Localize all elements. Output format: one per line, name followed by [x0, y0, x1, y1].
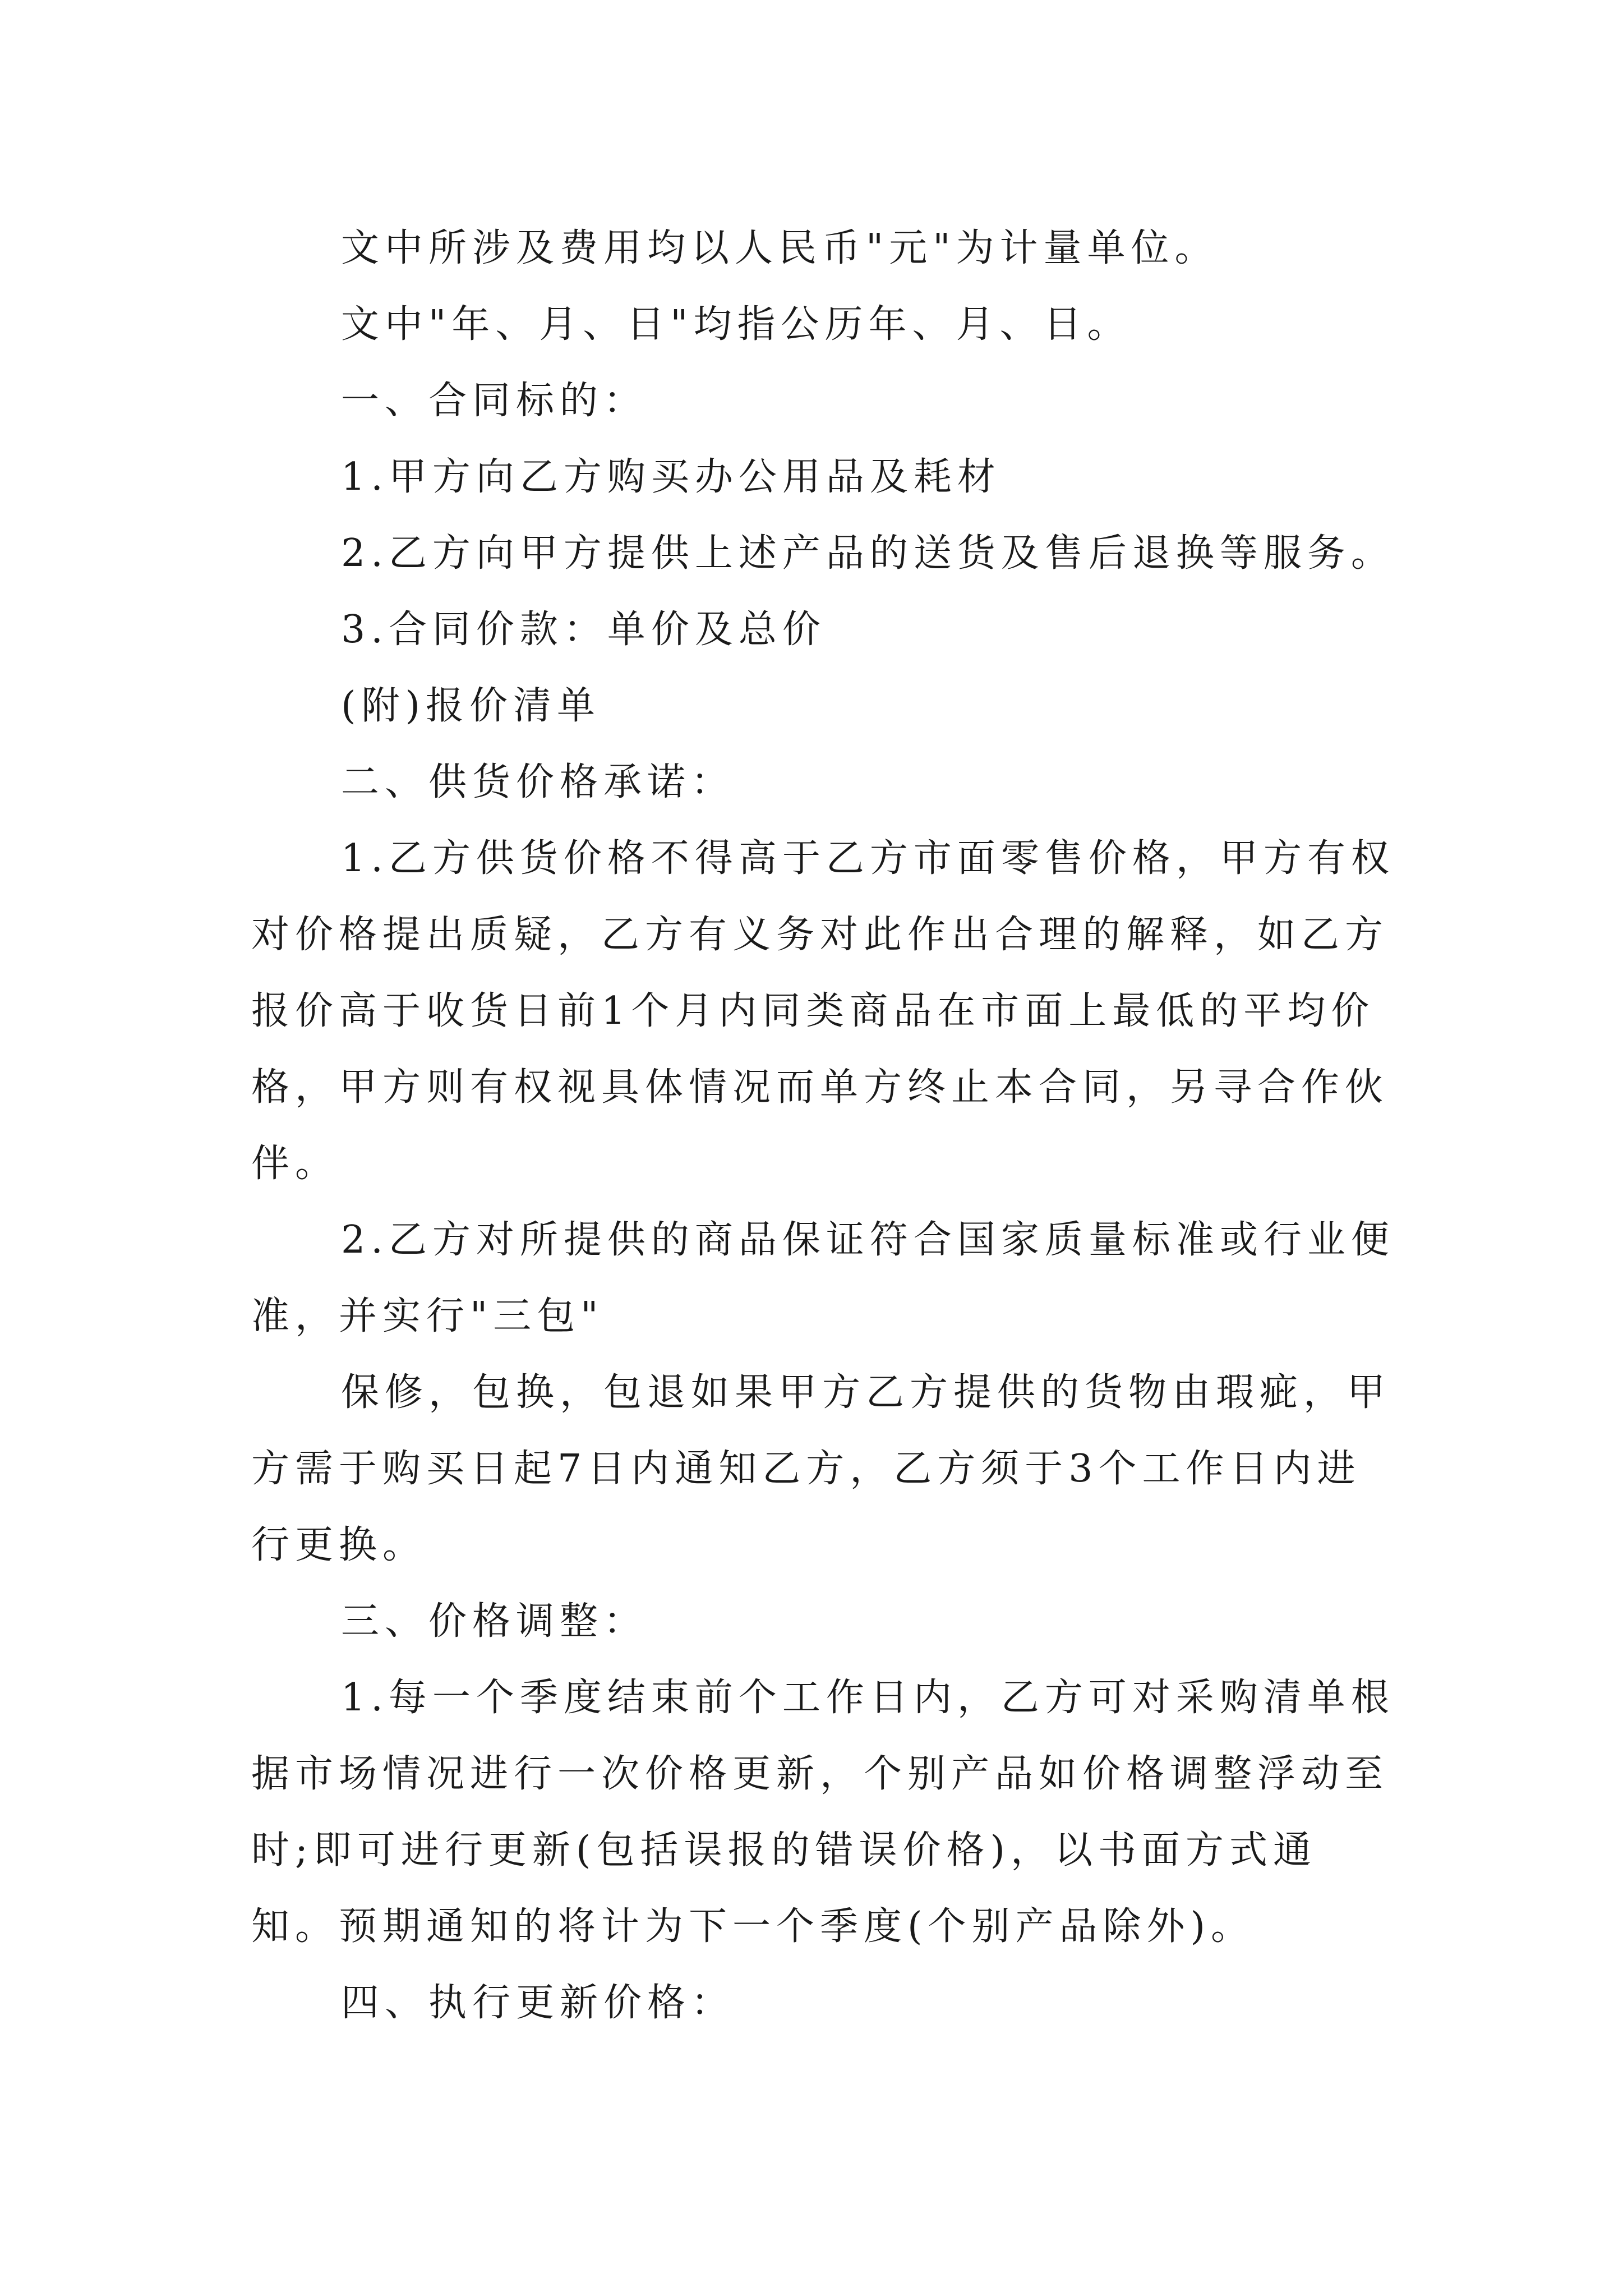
heading-price-commitment: 二、供货价格承诺： — [341, 760, 735, 804]
paragraph-item-1-purchase: 1.甲方向乙方购买办公用品及耗材 — [341, 455, 1001, 499]
heading-price-adjustment: 三、价格调整： — [341, 1599, 648, 1644]
heading-execute-updated-price: 四、执行更新价格： — [341, 1981, 735, 2025]
heading-contract-subject: 一、合同标的： — [341, 379, 648, 423]
paragraph-item-3-price: 3.合同价款：单价及总价 — [341, 608, 826, 652]
paragraph-item-2-service: 2.乙方向甲方提供上述产品的送货及售后退换等服务。 — [341, 531, 1395, 576]
paragraph-price-commitment-2: 2.乙方对所提供的商品保证符合国家质量标准或行业便准，并实行"三包" — [251, 1218, 1395, 1338]
paragraph-price-adjustment-1: 1.每一个季度结束前个工作日内，乙方可对采购清单根据市场情况进行一次价格更新，个别产品如价格调整浮动至时;即可进行更新(包括误报的错误价格)，以书面方式通知。预期通知的将计为下一个季度(个别产品除外)。 — [251, 1676, 1395, 1949]
paragraph-currency-unit: 文中所涉及费用均以人民币"元"为计量单位。 — [341, 226, 1219, 270]
paragraph-quote-list: (附)报价清单 — [341, 684, 601, 728]
paragraph-price-commitment-1: 1.乙方供货价格不得高于乙方市面零售价格，甲方有权对价格提出质疑，乙方有义务对此作出合理的解释，如乙方报价高于收货日前1个月内同类商品在市面上最低的平均价格，甲方则有权视具体情况而单方终止本合同，另寻合作伙伴。 — [251, 836, 1395, 1186]
paragraph-warranty: 保修，包换，包退如果甲方乙方提供的货物由瑕疵，甲方需于购买日起7日内通知乙方，乙方须于3个工作日内进行更换。 — [251, 1370, 1391, 1567]
document-body — [251, 210, 1395, 2041]
paragraph-date-convention: 文中"年、月、日"均指公历年、月、日。 — [341, 302, 1131, 347]
